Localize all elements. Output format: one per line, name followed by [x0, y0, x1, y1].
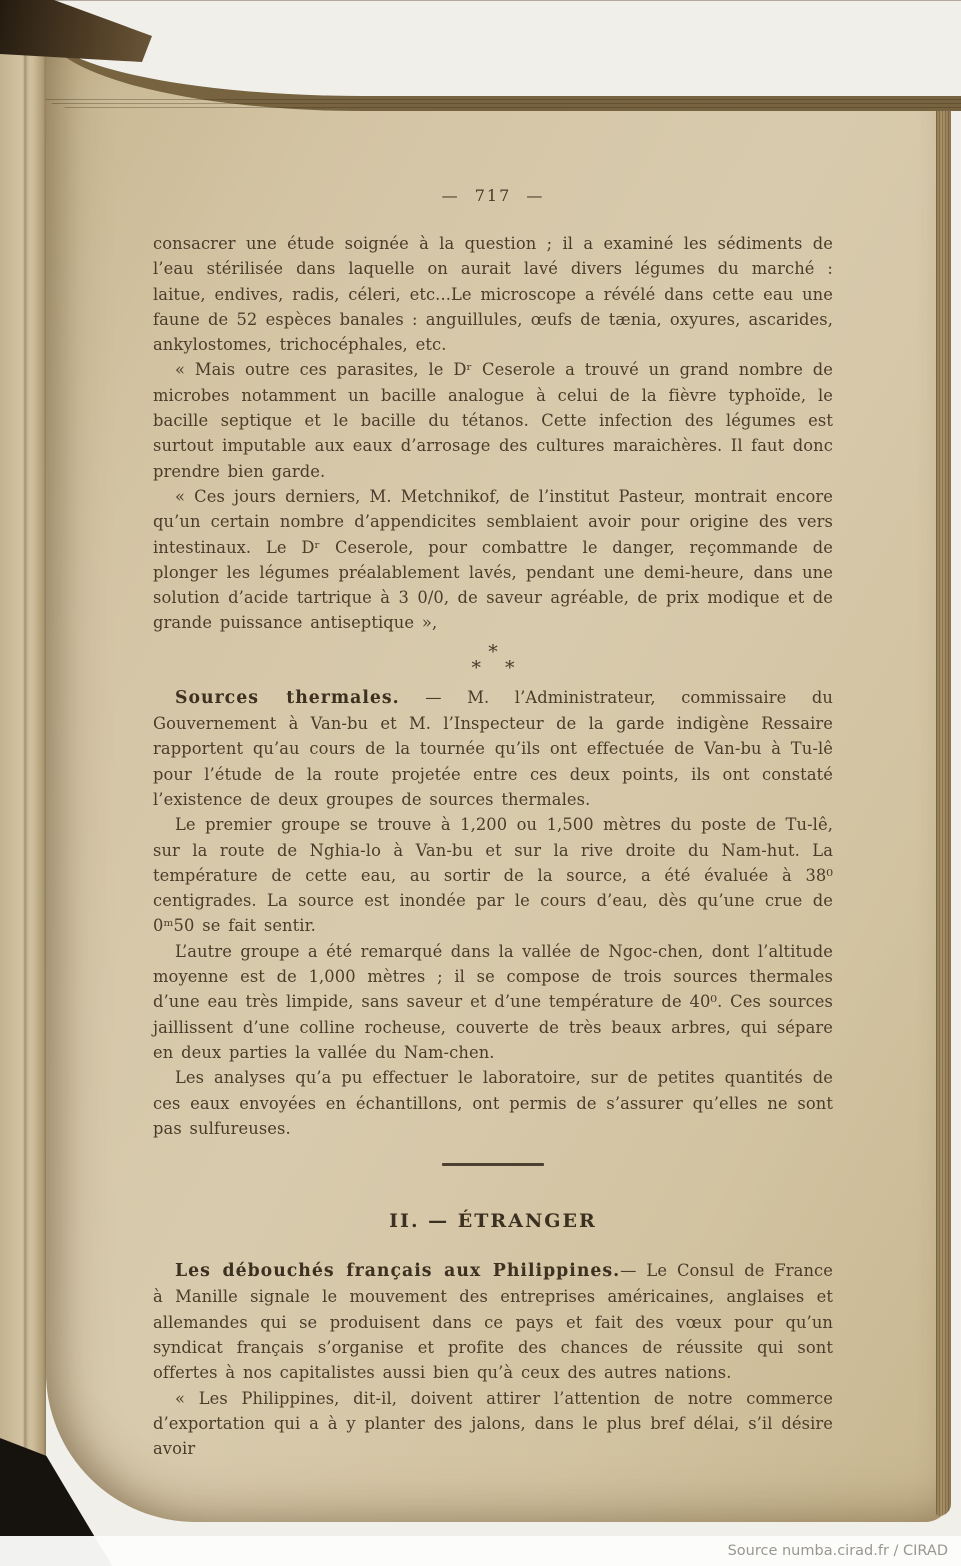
footer-credit-text: Source numba.cirad.fr / CIRAD [727, 1543, 948, 1559]
paragraph-sources-4: Les analyses qu’a pu effectuer le laboratoire, sur de petites quantités de ces eaux envoyées en échantillons, ont permis de s’assurer qu’elles ne sont pas sulfureuses. [153, 1068, 833, 1138]
philippines-intro-text: — Le Consul de France à Manille signale le mouvement des entreprises américaines, anglaises et allemandes qui se produisent dans ce pays et fait des vœux pour qu’un syndicat français s’organise et profite des chances de réussite qui sont offertes à nos capitalistes aussi bien qu’à ceux des autres nations. [153, 1261, 833, 1383]
paragraph-philippines-intro [153, 1258, 833, 1385]
philippines-title: Les débouchés français aux Philippines. [175, 1261, 621, 1282]
page-top-edge-curve [44, 0, 961, 111]
asterism-star-row: * * [471, 656, 524, 679]
paragraph-sources-2: Le premier groupe se trouve à 1,200 ou 1,500 mètres du poste de Tu-lê, sur la route de Nghia-lo à Van-bu et sur la rive droite du Nam-hut. La température de cette eau, au sortir de la source, a été évaluée à 38⁰ centigrades. La source est inondée par le cours d’eau, dès qu’une crue de 0ᵐ50 se fait sentir. [153, 815, 833, 936]
paragraph-sources-intro [153, 685, 833, 812]
asterism-star-top: * [488, 640, 498, 663]
footer-credit-bar [0, 1536, 961, 1566]
paragraph-philippines-2: « Les Philippines, dit-il, doivent attirer l’attention de notre commerce d’exportation qui a à y planter des jalons, dans le plus bref délai, s’il désire avoir [153, 1388, 833, 1459]
paragraph-hygiene-1: consacrer une étude soignée à la question ; il a examiné les sédiments de l’eau stérilisée dans laquelle on aurait lavé divers légumes du marché : laitue, endives, radis, céleri, etc...Le microscope a révélé dans cette eau une faune de 52 espèces banales : anguillules, œufs de tænia, oxyures, ascarides, ankylostomes, trichocéphales, etc. [153, 234, 833, 355]
section-divider-rule [442, 1163, 544, 1166]
page-number: — 717 — [441, 186, 545, 205]
sources-thermales-intro-text: — M. l’Administrateur, commissaire du Gouvernement à Van-bu et M. l’Inspecteur de la garde indigène Ressaire rapportent qu’au cours de la tournée qu’ils ont effectuée de Van-bu à Tu-lê pour l’étude de la route projetée entre ces deux points, ils ont constaté l’existence de deux groupes de sources thermales. [153, 687, 834, 809]
paragraph-sources-3: L’autre groupe a été remarqué dans la vallée de Ngoc-chen, dont l’altitude moyenne est de 1,000 mètres ; il se compose de trois sources thermales d’une eau très limpide, sans saveur et d’une température de 40⁰. Ces sources jaillissent d’une colline rocheuse, couverte de très beaux arbres, qui sépare en deux parties la vallée du Nam-chen. [153, 941, 833, 1062]
page-text-block [153, 186, 833, 1461]
asterism-divider [153, 640, 833, 679]
facing-page-gutter-strip [0, 0, 46, 1456]
paragraph-hygiene-2: « Mais outre ces parasites, le Dʳ Ceserole a trouvé un grand nombre de microbes notamment un bacille analogue à celui de la fièvre typhoïde, le bacille septique et le bacille du tétanos. Cette infection des légumes est surtout imputable aux eaux d’arrosage des cultures maraichères. Il faut donc prendre bien garde. [153, 360, 833, 481]
section-heading-etranger: II. — ÉTRANGER [389, 1210, 597, 1233]
sources-thermales-title: Sources thermales. [175, 687, 400, 708]
paragraph-hygiene-3: « Ces jours derniers, M. Metchnikof, de l’institut Pasteur, montrait encore qu’un certain nombre d’appendicites semblaient avoir pour origine des vers intestinaux. Le Dʳ Ceserole, pour combattre le danger, reçommande de plonger les légumes préalablement lavés, pendant une demi-heure, dans une solution d’acide tartrique à 3 0/0, de saveur agréable, de prix modique et de grande puissance antiseptique », [153, 486, 833, 633]
page-edges-right [936, 102, 951, 1516]
